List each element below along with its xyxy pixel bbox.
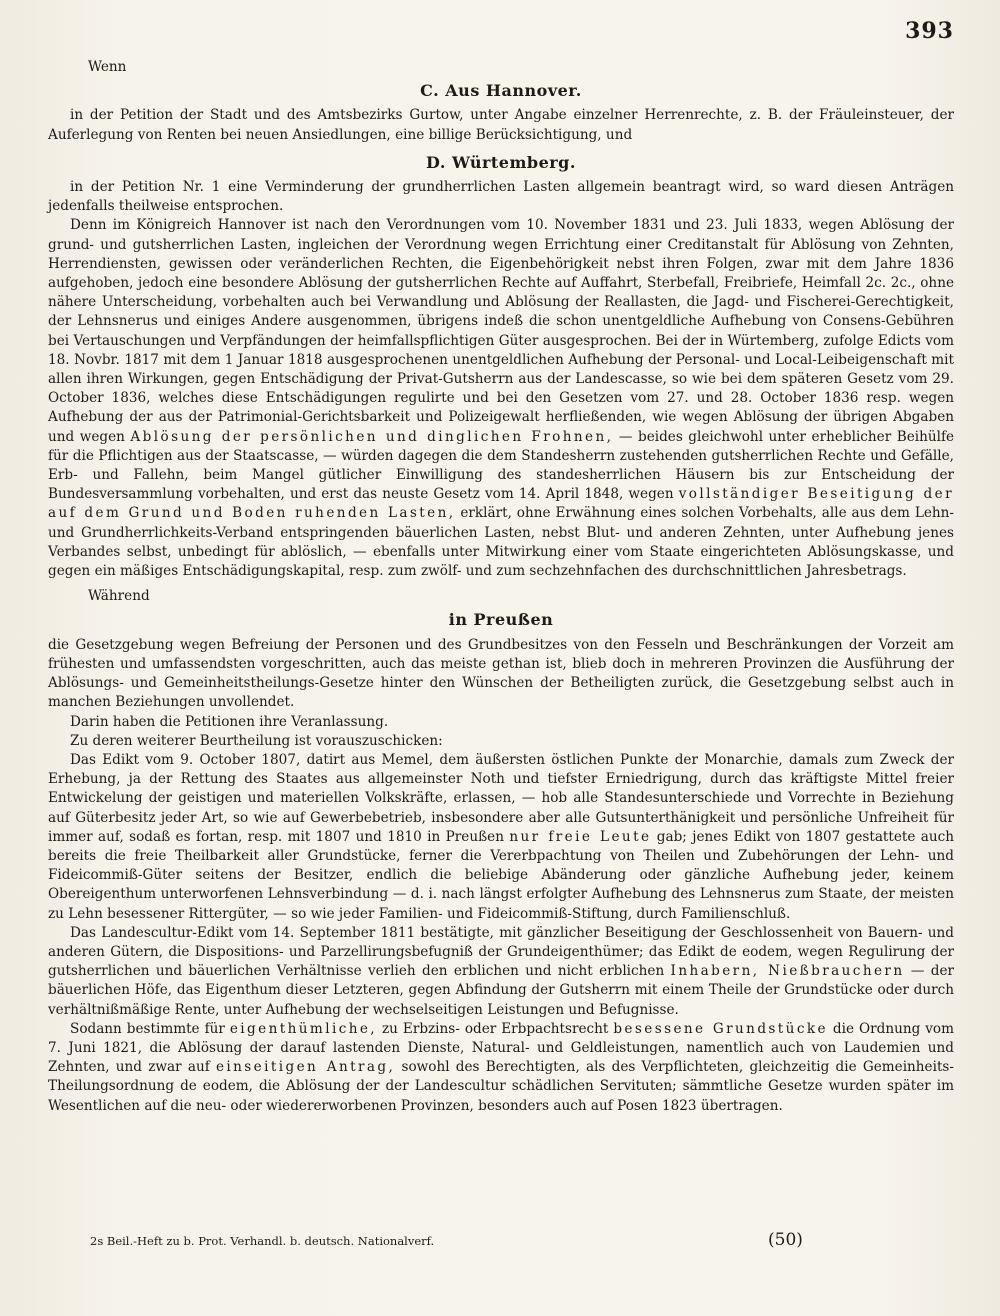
- paragraph-preussen: die Gesetzgebung wegen Befreiung der Personen und des Grundbesitzes von den Fesseln und Beschränkungen der Vorzeit am frühesten und umfassendsten vorgeschritten, auch das meiste gethan ist, blieb doch in mehreren Provinzen die Ausführung der Ablösungs- und Gemeinheitstheilungs-Gesetze hinter den Wünschen der Betheiligten zurück, die Gesetzgebung selbst auch in manchen Beziehungen unvollendet.: [48, 636, 954, 711]
- paragraph-sodann-part-e: die Ordnung vom 7. Juni 1821, die Ablösung der darauf lastenden Dienste, Natural- und Geldleistungen, namentlich auch von Laudemien und Zehnten, und zwar auf: [48, 1020, 955, 1076]
- heading-hannover: C. Aus Hannover.: [420, 81, 582, 101]
- paragraph-landescultur-part-a: Das Landescultur-Edikt vom 14. September 1811 bestätigte, mit gänzlicher Beseitigung der Geschlossenheit von Bauern- und anderen Gütern, die Dispositions- und Parzellirungsbefugniß der Grundeigenthümer; das Edikt de eodem, wegen Regulirung der gutsherrlichen und bäuerlichen Verhältnisse verlieh den erblichen und nicht erblichen: [48, 924, 954, 980]
- spaced-eigenthuemliche: eigenthümliche,: [229, 1020, 378, 1037]
- spaced-freie-leute: nur freie Leute: [509, 828, 652, 845]
- paragraph-landescultur-part-c: — der bäuerlichen Höfe, das Eigenthum dieser Letzteren, gegen Abfindung der Gutsherrn mit einem Theile der Grundstücke oder durch verhältnißmäßige Rente, unter Aufhebung der wechselseitigen Leistungen und Befugnisse.: [48, 963, 954, 1018]
- page-body: [48, 58, 954, 1116]
- footer-sheet-number: (50): [768, 1230, 803, 1250]
- heading-wuertemberg: D. Würtemberg.: [426, 152, 576, 172]
- page-number: 393: [905, 18, 954, 44]
- paragraph-denn-part-a: Denn im Königreich Hannover ist nach den Verordnungen vom 10. November 1831 und 23. Juli 1833, wegen Ablösung der grund- und gutsherrlichen Lasten, ingleichen der Verordnung wegen Errichtung einer Creditanstalt für Ablösung von Zehnten, Herrendiensten, gewissen oder veränderlichen Rechten, die Eigenbehörigkeit nebst ihren Folgen, zwar mit dem Jahre 1836 aufgehoben, jedoch eine besondere Ablösung der gutsherrlichen Rechte auf Auffahrt, Sterbefall, Freibriefe, Heimfall 2c. 2c., ohne nähere Unterscheidung, vorbehalten auch bei Verwandlung und Ablösung der Reallasten, die Jagd- und Fischerei-Gerechtigkeit, der Lehnsnerus und einiges Andere ausgenommen, übrigens indeß die schon unentgeldliche Aufhebung von Consens-Gebühren bei Vertauschungen und Verpfändungen der heimfallspflichtigen Güter ausgesprochen. Bei der in Würtemberg, zufolge Edicts vom 18. Novbr. 1817 mit dem 1 Januar 1818 ausgesprochenen unentgeldlichen Aufhebung der Personal- und Local-Leibeigenschaft mit allen ihren Wirkungen, gegen Entschädigung der Privat-Gutsherrn aus der Landescasse, so wie bei dem späteren Gesetz vom 29. October 1836, welches diese Entschädigungen regulirte und bei den Gesetzen vom 27. und 28. October 1836 resp. wegen Aufhebung der aus der Patrimonial-Gerichtsbarkeit und Polizeigewalt herfließenden, wie wegen Ablösung der übrigen Abgaben und wegen: [48, 217, 954, 445]
- paragraph-wuertemberg-petition: in der Petition Nr. 1 eine Verminderung der grundherrlichen Lasten allgemein beantragt wird, so ward diesen Anträgen jedenfalls theilweise entsprochen.: [48, 179, 954, 215]
- paragraph-sodann-part-c: zu Erbzins- oder Erbpachtsrecht: [382, 1020, 609, 1037]
- paragraph-edikt-part-a: Das Edikt vom 9. October 1807, datirt aus Memel, dem äußersten östlichen Punkte der Monarchie, damals zum Zweck der Erhebung, ja der Rettung des Staates aus allgemeinster Noth und tiefster Erniedrigung, durch das kräftigste Mittel freier Entwickelung der geistigen und materiellen Volkskräfte, erlassen, — hob alle Standesunterschiede und Vorrechte in Beziehung auf Güterbesitz jeder Art, so wie auf Gewerbebetrieb, insbesondere aber alle Gutsunterthänigkeit und persönliche Unfreiheit für immer auf, sodaß es fortan, resp. mit 1807 und 1810 in Preußen: [48, 751, 954, 845]
- paragraph-edikt-part-c: gab; jenes Edikt von 1807 gestattete auch bereits die freie Theilbarkeit aller Grundstücke, ferner die Vererbpachtung von Theilen und Zubehörungen der Lehn- und Fideicommiß-Güter seitens der Besitzer, endlich die beliebige Abänderung oder gänzliche Aufhebung jeder, keinem Obereigenthum unterworfenen Lehnsverbindung — d. i. nach längst erfolgter Aufhebung des Lehnsnerus zum Staate, der meisten zu Lehn besessener Rittergüter, — so wie jeder Familien- und Fideicommiß-Stiftung, durch Familienschluß.: [48, 828, 955, 922]
- spaced-inhabern: Inhabern, Nießbrauchern: [670, 963, 905, 980]
- paragraph-darin: Darin haben die Petitionen ihre Veranlassung.: [70, 713, 389, 730]
- paragraph-hannover-petition: in der Petition der Stadt und des Amtsbezirks Gurtow, unter Angabe einzelner Herrenrechte, z. B. der Fräuleinsteuer, der Auferlegung von Renten bei neuen Ansiedlungen, eine billige Berücksichtigung, und: [48, 107, 954, 143]
- paragraph-denn: [48, 216, 954, 581]
- spaced-frohnen: Ablösung der persönlichen und dinglichen Frohnen,: [130, 428, 614, 445]
- heading-preussen: in Preußen: [448, 610, 554, 630]
- intro-wenn: Wenn: [88, 59, 127, 75]
- paragraph-landescultur-edikt: [48, 924, 954, 1020]
- footer-citation: 2s Beil.-Heft zu b. Prot. Verhandl. b. deutsch. Nationalverf.: [90, 1234, 435, 1248]
- spaced-besessene: besessene Grundstücke: [613, 1020, 828, 1037]
- paragraph-sodann: [48, 1020, 954, 1116]
- paragraph-zu-deren: Zu deren weiterer Beurtheilung ist vorauszuschicken:: [70, 732, 443, 749]
- intro-waehrend: Während: [88, 588, 150, 605]
- paragraph-sodann-part-a: Sodann bestimmte für: [70, 1020, 225, 1037]
- paragraph-denn-part-c: — beides gleichwohl unter erheblicher Beihülfe für die Pflichtigen aus der Staatscasse, — würden dagegen die dem Standesherrn zustehenden gutsherrlichen Rechte und Gefälle, Erb- und Fallehn, beim Mangel gütlicher Einwilligung des standesherrlichen Häusern bis zur Entscheidung der Bundesversammlung vorbehalten, und erst das neuste Gesetz vom 14. April 1848, wegen: [48, 428, 955, 503]
- paragraph-sodann-part-g: sowohl des Berechtigten, als des Verpflichteten, gleichzeitig die Gemeinheits-Theilungsordnung de eodem, die Ablösung der der Landescultur schädlichen Servituten; sämmtliche Gesetze wurden später im Wesentlichen auf die neu- oder wiedererworbenen Provinzen, besonders auch auf Posen 1823 übertragen.: [48, 1059, 954, 1114]
- paragraph-edikt-1807: [48, 751, 954, 924]
- paragraph-denn-part-e: erklärt, ohne Erwähnung eines solchen Vorbehalts, alle aus dem Lehn- und Grundherrlichkeits-Verband entspringenden bäuerlichen Lasten, nebst Blut- und anderen Zehnten, unter Aufhebung jenes Verbandes selbst, unbedingt für ablöslich, — ebenfalls unter Mitwirkung einer vom Staate eingerichteten Ablösungskasse, und gegen ein mäßiges Entschädigungskapital, resp. zum zwölf- und zum sechzehnfachen des durchschnittlichen Jahresbetrags.: [48, 505, 955, 580]
- spaced-einseitigen: einseitigen Antrag,: [215, 1059, 396, 1076]
- spaced-beseitigung: vollständiger Beseitigung der auf dem Grund und Boden ruhenden Lasten,: [48, 486, 955, 522]
